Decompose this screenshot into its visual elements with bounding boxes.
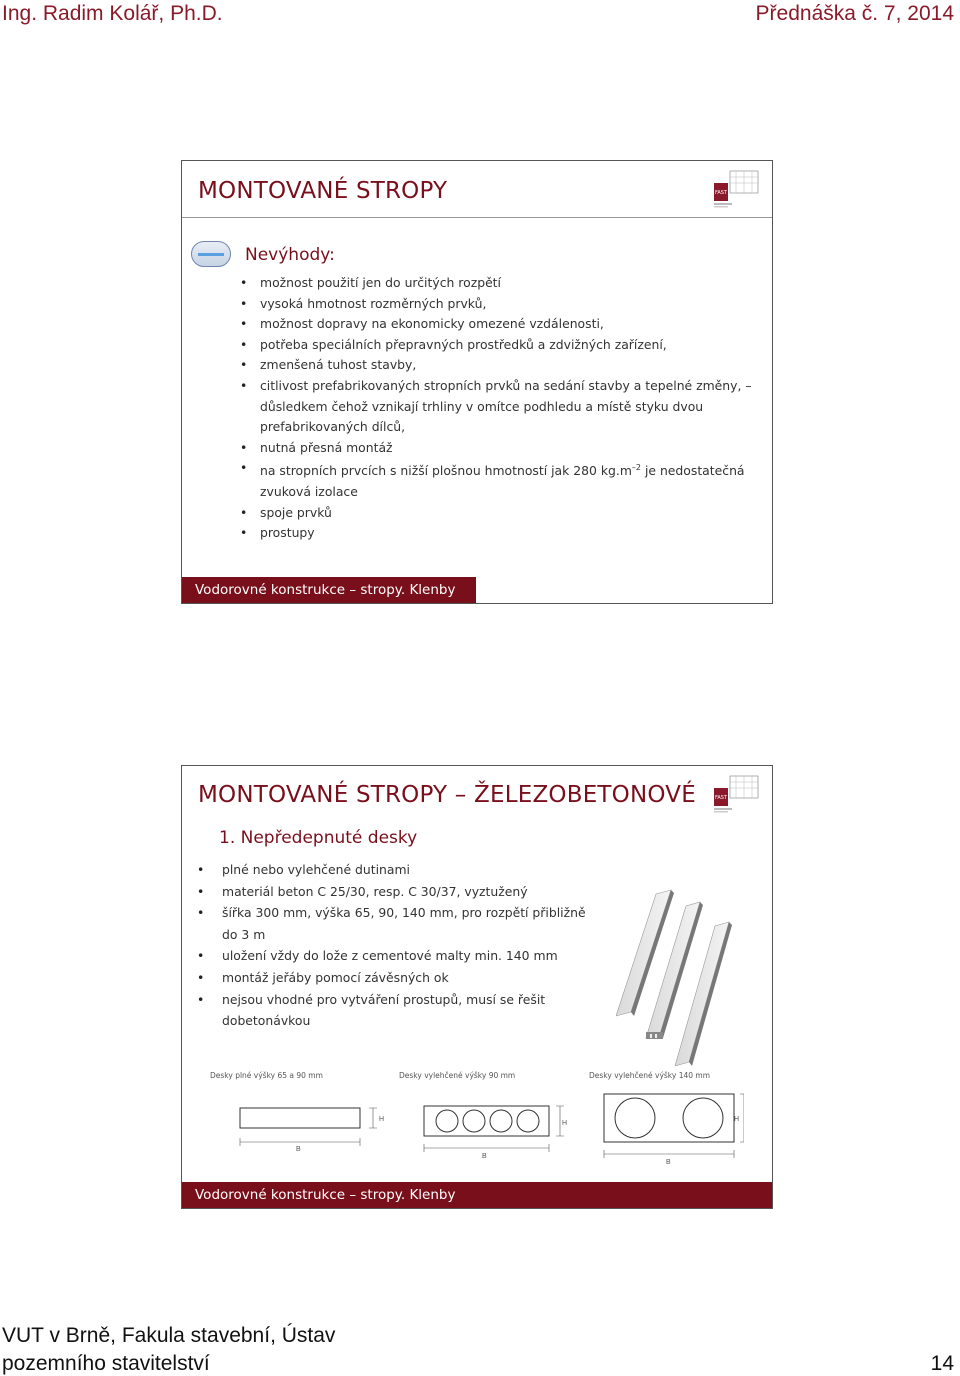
fast-logo-icon xyxy=(712,165,768,209)
drawing-label-hollow-90: Desky vylehčené výšky 90 mm xyxy=(399,1071,516,1080)
list-item: • nejsou vhodné pro vytváření prostupů, musí se řešit xyxy=(197,989,587,1011)
disadvantages-list xyxy=(240,273,760,544)
slide-2-title: MONTOVANÉ STROPY – ŽELEZOBETONOVÉ xyxy=(198,782,696,808)
slide-1-footer: Vodorovné konstrukce – stropy. Klenby xyxy=(182,577,476,603)
dim-h-label: H xyxy=(734,1116,740,1123)
dim-b-label: B xyxy=(296,1146,301,1153)
slab-cross-section-drawing xyxy=(204,1066,744,1171)
list-item: • potřeba speciálních přepravných prostředků a zdvižných zařízení, xyxy=(240,335,760,356)
slide-2-footer: Vodorovné konstrukce – stropy. Klenby xyxy=(182,1182,772,1208)
slide-2-heading: 1. Nepředepnuté desky xyxy=(219,828,418,848)
slide-1-title: MONTOVANÉ STROPY xyxy=(198,178,448,204)
list-item: • možnost použití jen do určitých rozpětí xyxy=(240,273,760,294)
dim-b-label: B xyxy=(666,1159,671,1166)
fast-logo-icon xyxy=(712,770,768,814)
list-item: • šířka 300 mm, výška 65, 90, 140 mm, pro rozpětí přibližně xyxy=(197,902,587,924)
slide-2 xyxy=(181,765,773,1209)
list-item: • na stropních prvcích s nižší plošnou hmotností jak 280 $kg.m^{-2}$ je nedostatečná xyxy=(240,458,760,482)
precast-slabs-illustration xyxy=(616,866,736,1066)
list-item: • možnost dopravy na ekonomicky omezené vzdálenosti, xyxy=(240,314,760,335)
logo-text: FAST xyxy=(714,190,728,196)
list-item: • plné nebo vylehčené dutinami xyxy=(197,859,587,881)
slide-1-heading: Nevýhody: xyxy=(245,245,335,265)
dim-b-label: B xyxy=(482,1153,487,1160)
slide-1-title-bar xyxy=(182,161,772,218)
slab-properties-list xyxy=(197,859,587,1032)
list-item: • uložení vždy do lože z cementové malty min. 140 mm xyxy=(197,945,587,967)
list-item: • materiál beton C 25/30, resp. C 30/37, vyztužený xyxy=(197,881,587,903)
drawing-label-solid: Desky plné výšky 65 a 90 mm xyxy=(210,1071,323,1080)
slide-1 xyxy=(181,160,773,604)
slide-2-title-bar xyxy=(182,766,772,822)
header-author: Ing. Radim Kolář, Ph.D. xyxy=(2,2,223,25)
list-item: • citlivost prefabrikovaných stropních prvků na sedání stavby a tepelné změny, – xyxy=(240,376,760,397)
list-item: • nutná přesná montáž xyxy=(240,438,760,459)
list-item-continuation: dobetonávkou xyxy=(222,1013,311,1029)
list-item-continuation: prefabrikovaných dílců, xyxy=(260,419,406,435)
list-item: • prostupy xyxy=(240,523,760,544)
bullet-graphic-icon xyxy=(191,241,231,267)
page-footer-line-1: VUT v Brně, Fakula stavební, Ústav xyxy=(2,1324,336,1347)
dim-h-label: H xyxy=(562,1120,568,1127)
header-lecture: Přednáška č. 7, 2014 xyxy=(755,2,954,25)
list-item: • montáž jeřáby pomocí závěsných ok xyxy=(197,967,587,989)
list-item-continuation: důsledkem čehož vznikají trhliny v omítce podhledu a místě styku dvou xyxy=(260,398,704,414)
drawing-label-hollow-140: Desky vylehčené výšky 140 mm xyxy=(589,1071,711,1080)
list-item-continuation: do 3 m xyxy=(222,926,266,942)
dim-h-label: H xyxy=(379,1116,385,1123)
list-item: • zmenšená tuhost stavby, xyxy=(240,355,760,376)
list-item: • spoje prvků xyxy=(240,503,760,524)
list-item-continuation: zvuková izolace xyxy=(260,484,358,500)
logo-text: FAST xyxy=(714,795,728,801)
page-number: 14 xyxy=(930,1352,954,1375)
list-item: • vysoká hmotnost rozměrných prvků, xyxy=(240,294,760,315)
page-footer-line-2: pozemního stavitelství xyxy=(2,1352,210,1375)
